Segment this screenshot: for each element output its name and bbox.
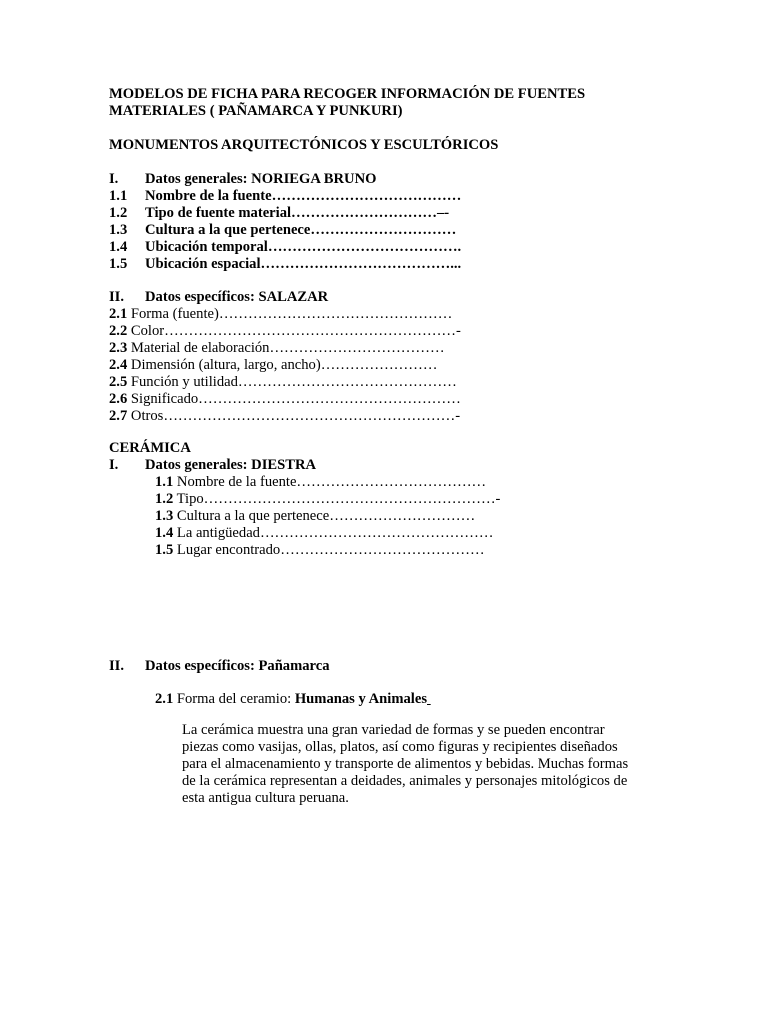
ceramica-item [155, 525, 493, 542]
section2-item [109, 357, 437, 374]
section2-item [109, 323, 461, 340]
item-text: Nombre de la fuente………………………………… [173, 474, 487, 490]
ceramica-section1-numeral: I. [109, 457, 119, 473]
item-text: Color……………………………………………………- [127, 323, 461, 339]
section2-item [109, 408, 460, 425]
section1-item [109, 256, 461, 273]
ceramica-item [155, 508, 475, 525]
item-number: 1.2 [109, 205, 128, 221]
item-number: 2.1 [155, 691, 174, 707]
item-text: Significado……………………………………………… [127, 391, 461, 407]
section2-item [109, 340, 445, 357]
section1-heading [109, 171, 376, 188]
paragraph-line: esta antigua cultura peruana. [182, 790, 349, 806]
section1-item [109, 222, 456, 239]
item-number: 2.7 [109, 408, 128, 424]
title-line-1: MODELOS DE FICHA PARA RECOGER INFORMACIÓN DE FUENTES [109, 86, 586, 102]
ceramica-item [155, 474, 486, 491]
section1-item [109, 188, 461, 205]
item-text: Material de elaboración……………………………… [127, 340, 445, 356]
paragraph-line: para el almacenamiento y transporte de alimentos y bebidas. Muchas formas [182, 756, 629, 772]
item-label: Forma del ceramio: [173, 691, 295, 707]
ceramica-section1-heading-text: Datos generales: DIESTRA [145, 457, 317, 473]
item-text: Función y utilidad……………………………………… [127, 374, 457, 390]
section2-heading [109, 289, 328, 306]
section2-numeral: II. [109, 289, 125, 305]
section1-item [109, 239, 461, 256]
ceramica-description [182, 722, 662, 807]
underline-space [427, 691, 431, 707]
item-text: Tipo de fuente material…………………………–- [145, 205, 450, 221]
item-text: Nombre de la fuente………………………………… [145, 188, 462, 204]
item-value: Humanas y Animales [294, 691, 428, 707]
item-number: 2.2 [109, 323, 128, 339]
ceramica-heading: CERÁMICA [109, 440, 191, 456]
item-text: Ubicación espacial…………………………………... [145, 256, 462, 272]
item-number: 1.4 [109, 239, 128, 255]
item-text: Forma (fuente)………………………………………… [127, 306, 453, 322]
item-text: Otros……………………………………………………- [127, 408, 461, 424]
item-text: Cultura a la que pertenece………………………… [173, 508, 476, 524]
item-number: 1.2 [155, 491, 174, 507]
item-text: Ubicación temporal…………………………………. [145, 239, 462, 255]
item-number: 1.3 [155, 508, 174, 524]
item-number: 2.1 [109, 306, 128, 322]
section1-heading-text: Datos generales: NORIEGA BRUNO [145, 171, 377, 187]
paragraph-line: de la cerámica representan a deidades, animales y personajes mitológicos de [182, 773, 628, 789]
item-text: Cultura a la que pertenece………………………… [145, 222, 457, 238]
item-text: Dimensión (altura, largo, ancho)…………………… [127, 357, 438, 373]
item-number: 2.5 [109, 374, 128, 390]
ceramica-section1-heading [109, 457, 316, 474]
ceramica-item [155, 542, 485, 559]
section1-numeral: I. [109, 171, 119, 187]
section2-item [109, 374, 457, 391]
item-number: 2.6 [109, 391, 128, 407]
item-number: 1.1 [155, 474, 174, 490]
paragraph-line: piezas como vasijas, ollas, platos, así como figuras y recipientes diseñados [182, 739, 618, 755]
item-number: 1.3 [109, 222, 128, 238]
item-text: La antigüedad………………………………………… [173, 525, 494, 541]
ceramica-section2-heading [109, 658, 330, 675]
section2-item [109, 306, 452, 323]
item-number: 1.1 [109, 188, 128, 204]
item-number: 1.4 [155, 525, 174, 541]
ceramica-section2-heading-text: Datos específicos: Pañamarca [145, 658, 330, 674]
subtitle: MONUMENTOS ARQUITECTÓNICOS Y ESCULTÓRICOS [109, 137, 499, 153]
title-line-2: MATERIALES ( PAÑAMARCA Y PUNKURI) [109, 103, 403, 119]
ceramica-form-item [155, 691, 431, 708]
section2-item [109, 391, 461, 408]
section1-item [109, 205, 449, 222]
item-number: 1.5 [155, 542, 174, 558]
ceramica-section2-numeral: II. [109, 658, 125, 674]
item-number: 2.4 [109, 357, 128, 373]
item-text: Tipo……………………………………………………- [173, 491, 501, 507]
item-number: 2.3 [109, 340, 128, 356]
item-text: Lugar encontrado…………………………………… [173, 542, 485, 558]
section2-heading-text: Datos específicos: SALAZAR [145, 289, 329, 305]
ceramica-item [155, 491, 500, 508]
paragraph-line: La cerámica muestra una gran variedad de formas y se pueden encontrar [182, 722, 605, 738]
item-number: 1.5 [109, 256, 128, 272]
